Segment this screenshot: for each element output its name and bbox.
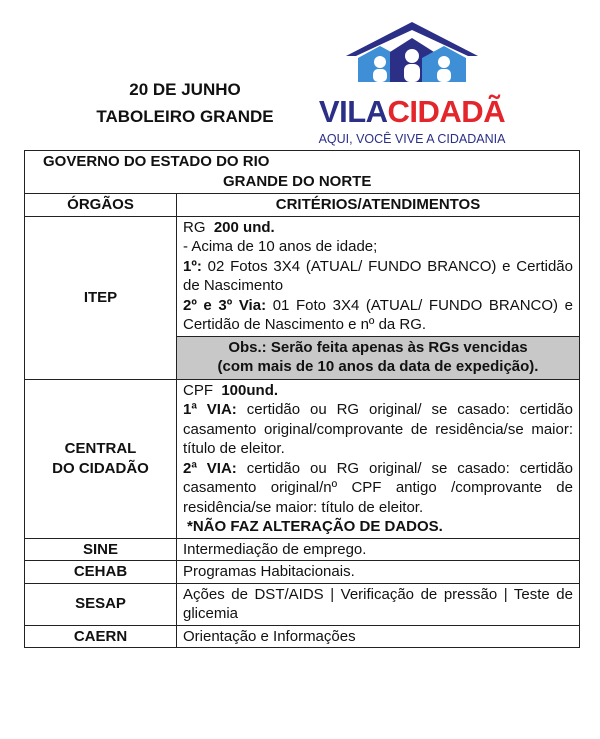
event-place: TABOLEIRO GRANDE xyxy=(96,107,274,126)
criteria-sine: Intermediação de emprego. xyxy=(177,538,580,561)
criteria-sesap: Ações de DST/AIDS | Verificação de pressão | Teste de glicemia xyxy=(177,583,580,625)
criteria-cehab: Programas Habitacionais. xyxy=(177,561,580,584)
criteria-itep: RG 200 und. - Acima de 10 anos de idade; 1º: 02 Fotos 3X4 (ATUAL/ FUNDO BRANCO) e Certidão de Nascimento 2º e 3º Via: 01 Foto 3X4 (ATUAL/ FUNDO BRANCO) e Certidão de Nascimento e nº da RG. Obs.: Serão feita apenas às RGs vencidas (com mais de 10 anos da data de expedição). xyxy=(177,216,580,379)
org-sesap: SESAP xyxy=(25,583,177,625)
table-row-sesap xyxy=(25,583,580,625)
table-row-central xyxy=(25,379,580,538)
table-row-sine xyxy=(25,538,580,561)
column-header-criterios: CRITÉRIOS/ATENDIMENTOS xyxy=(177,194,580,217)
org-central-do-cidadao: CENTRAL DO CIDADÃO xyxy=(25,379,177,538)
criteria-caern: Orientação e Informações xyxy=(177,625,580,648)
criteria-central: CPF 100und. 1ª VIA: certidão ou RG original/ se casado: certidão casamento original/comprovante de residência/se maior: título de eleitor. 2ª VIA: certidão ou RG original/ se casado: certidão casamento original/nº CPF antigo /comprovante de residência/se maior: título de eleitor. *NÃO FAZ ALTERAÇÃO DE DADOS. xyxy=(177,379,580,538)
houses-people-icon xyxy=(342,18,482,88)
event-header xyxy=(70,76,300,130)
logo-tagline: AQUI, VOCÊ VIVE A CIDADANIA xyxy=(318,132,506,146)
table-row-cehab xyxy=(25,561,580,584)
column-header-orgaos: ÓRGÃOS xyxy=(25,194,177,217)
vila-cidada-logo xyxy=(312,18,512,153)
itep-observation: Obs.: Serão feita apenas às RGs vencidas (com mais de 10 anos da data de expedição). xyxy=(177,336,579,379)
event-date: 20 DE JUNHO xyxy=(129,80,241,99)
table-row-itep xyxy=(25,216,580,379)
org-sine: SINE xyxy=(25,538,177,561)
table-title: GOVERNO DO ESTADO DO RIO GRANDE DO NORTE xyxy=(25,151,580,194)
central-note: *NÃO FAZ ALTERAÇÃO DE DADOS. xyxy=(187,518,443,535)
org-caern: CAERN xyxy=(25,625,177,648)
org-cehab: CEHAB xyxy=(25,561,177,584)
table-title-row xyxy=(25,151,580,194)
org-itep: ITEP xyxy=(25,216,177,379)
column-header-row xyxy=(25,194,580,217)
table-row-caern xyxy=(25,625,580,648)
logo-name: VILACIDADÃ xyxy=(318,94,506,129)
services-table xyxy=(24,150,580,648)
